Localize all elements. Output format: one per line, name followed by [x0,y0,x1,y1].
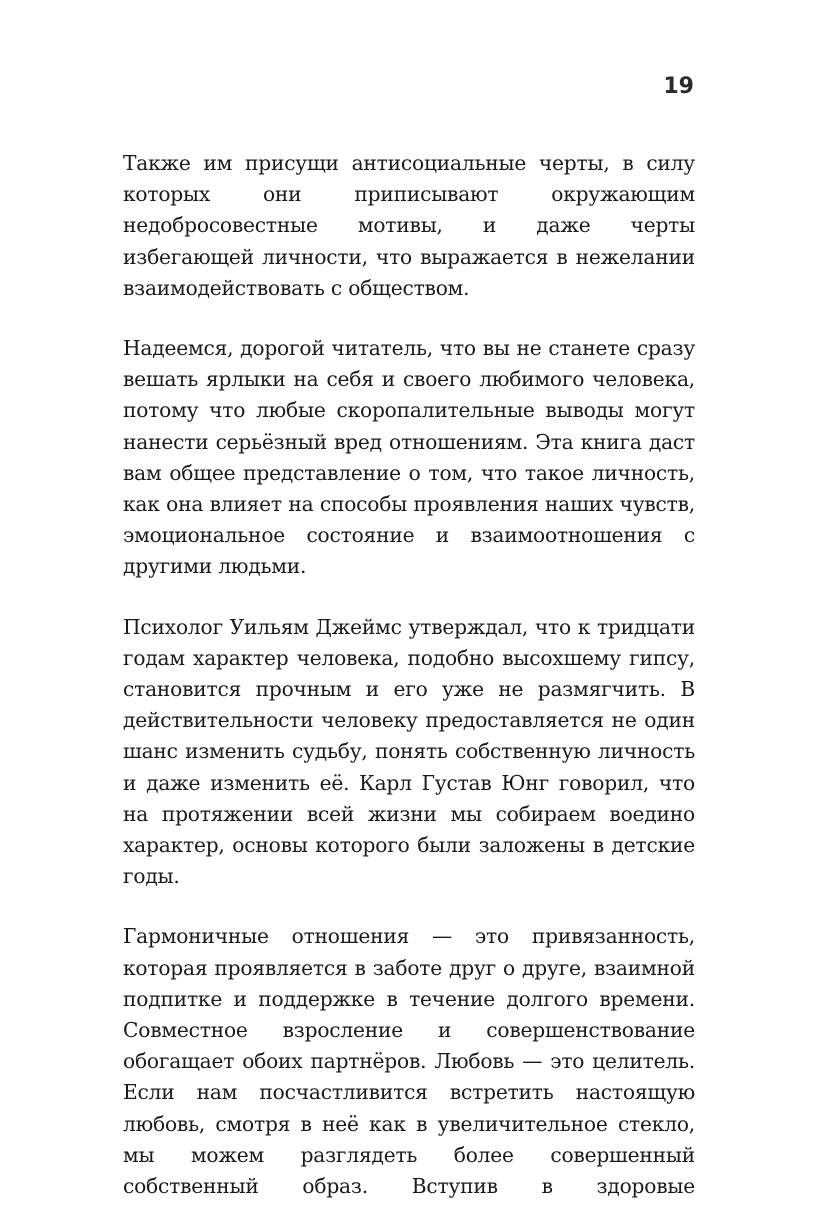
paragraph-james-jung: Психолог Уильям Джеймс утверждал, что к тридцати годам характер человека, подобно высохшему гипсу, становится прочным и его уже не размягчить. В действительности человеку предоставляется не один шанс изменить судьбу, понять собственную личность и даже изменить её. Карл Густав Юнг говорил, что на протяжении всей жизни мы собираем воедино характер, основы которого были заложены в детские годы. [123,614,695,889]
body-text [123,148,695,1231]
page-number: 19 [663,74,694,99]
paragraph-antisocial-traits: Также им присущи антисоциальные черты, в силу которых они приписывают окружающим недобросовестные мотивы, и даже черты избегающей личности, что выражается в нежелании взаимодействовать с обществом. [123,151,695,300]
paragraph-harmonious-relations: Гармоничные отношения — это привязанность, которая проявляется в заботе друг о друге, взаимной подпитке и поддержке в течение долгого времени. Совместное взросление и совершенствование обогащает обоих партнёров. Любовь — это целитель. Если нам посчастливится встретить настоящую любовь, смотря в неё как в увеличительное стекло, мы можем разглядеть более совершенный собственный образ. Вступив в здоровые [123,924,695,1199]
paragraph-reader-note: Надеемся, дорогой читатель, что вы не станете сразу вешать ярлыки на себя и своего любимого человека, потому что любые скоропалительные выводы могут нанести серьёзный вред отношениям. Эта книга даст вам общее представление о том, что такое личность, как она влияет на способы проявления наших чувств, эмоциональное состояние и взаимоотношения с другими людьми. [123,336,695,579]
